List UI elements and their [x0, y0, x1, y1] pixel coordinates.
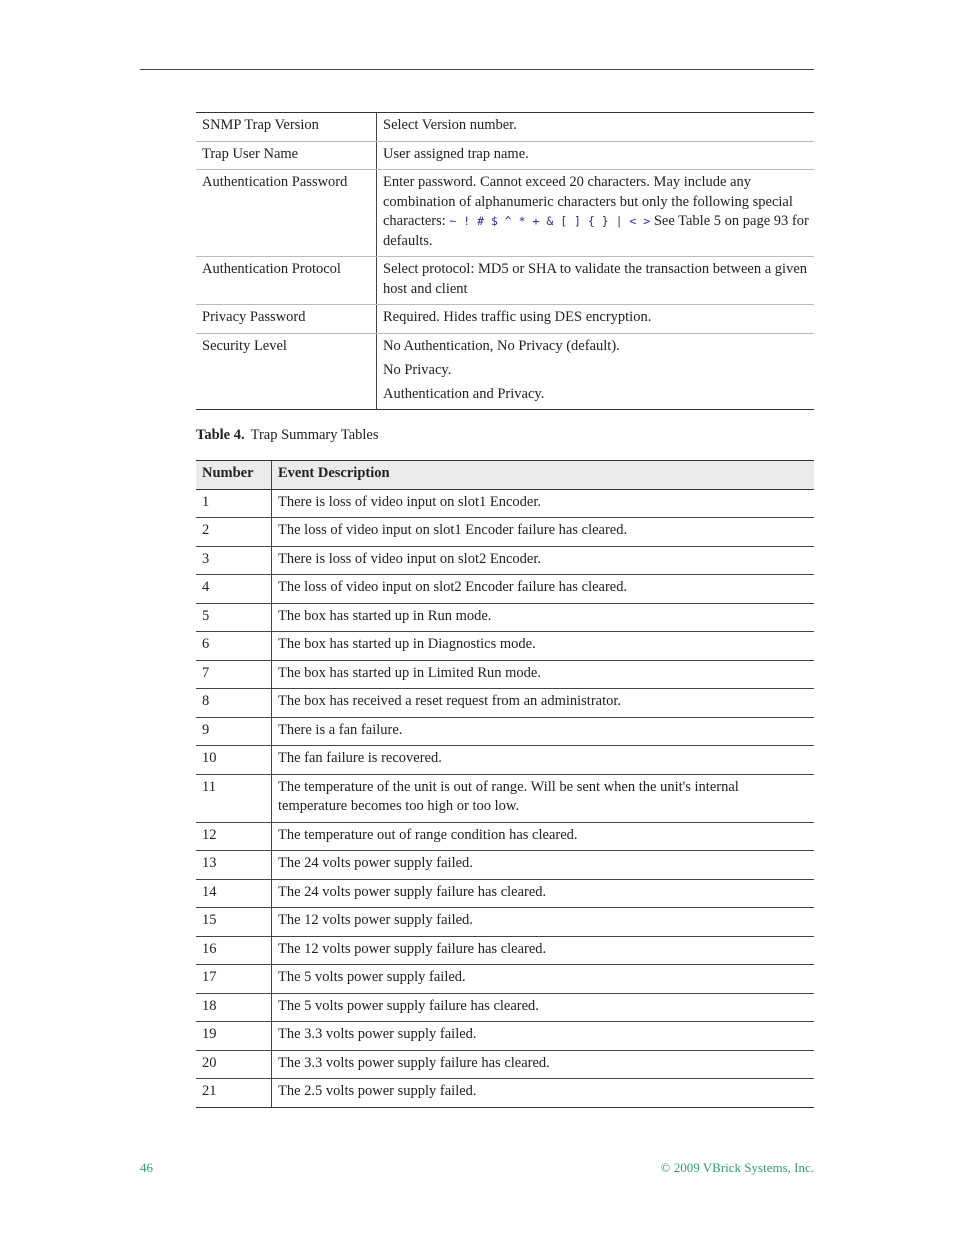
- trap-number: 3: [196, 546, 272, 575]
- event-description: The temperature out of range condition has cleared.: [272, 822, 815, 851]
- table-row: [196, 546, 814, 575]
- trap-number: 4: [196, 575, 272, 604]
- table-row: [196, 518, 814, 547]
- setting-name: Authentication Protocol: [196, 257, 377, 305]
- description-text: Authentication and Privacy.: [383, 385, 545, 402]
- trap-number: 8: [196, 689, 272, 718]
- event-description: There is a fan failure.: [272, 717, 815, 746]
- setting-description: [377, 257, 815, 305]
- table-row: [196, 257, 814, 305]
- trap-number: 18: [196, 993, 272, 1022]
- trap-number: 17: [196, 965, 272, 994]
- special-characters: ~ ! # $ ^ * + & [ ] { } | < >: [449, 214, 651, 228]
- description-text: User assigned trap name.: [383, 145, 529, 162]
- trap-number: 12: [196, 822, 272, 851]
- description-text: No Authentication, No Privacy (default).: [383, 337, 620, 354]
- event-description: There is loss of video input on slot2 Encoder.: [272, 546, 815, 575]
- event-description: The box has started up in Diagnostics mode.: [272, 632, 815, 661]
- event-description: The loss of video input on slot1 Encoder failure has cleared.: [272, 518, 815, 547]
- snmp-settings-table: [196, 112, 814, 410]
- caption-text: Trap Summary Tables: [250, 427, 379, 443]
- table-row: [196, 170, 814, 257]
- event-description: There is loss of video input on slot1 Encoder.: [272, 489, 815, 518]
- table-row: [196, 717, 814, 746]
- trap-number: 10: [196, 746, 272, 775]
- table-row: [196, 993, 814, 1022]
- table-row: [196, 575, 814, 604]
- event-description: The loss of video input on slot2 Encoder failure has cleared.: [272, 575, 815, 604]
- trap-number: 14: [196, 879, 272, 908]
- table-row: [196, 774, 814, 822]
- copyright-notice: © 2009 VBrick Systems, Inc.: [660, 1160, 814, 1175]
- trap-number: 21: [196, 1079, 272, 1108]
- column-header-event-description: Event Description: [272, 461, 815, 490]
- table-row: [196, 489, 814, 518]
- setting-description: [377, 113, 815, 142]
- event-description: The box has received a reset request from an administrator.: [272, 689, 815, 718]
- description-text: Required. Hides traffic using DES encryption.: [383, 309, 652, 325]
- table-row: [196, 1050, 814, 1079]
- event-description: The 5 volts power supply failure has cleared.: [272, 993, 815, 1022]
- table-row: [196, 113, 814, 142]
- trap-number: 1: [196, 489, 272, 518]
- table-row: [196, 603, 814, 632]
- table-row: [196, 689, 814, 718]
- event-description: The fan failure is recovered.: [272, 746, 815, 775]
- trap-number: 13: [196, 851, 272, 880]
- event-description: The 5 volts power supply failed.: [272, 965, 815, 994]
- trap-summary-table: [196, 460, 814, 1108]
- event-description: The 24 volts power supply failed.: [272, 851, 815, 880]
- table-caption: [196, 427, 379, 444]
- table-row: [196, 879, 814, 908]
- trap-number: 5: [196, 603, 272, 632]
- trap-number: 11: [196, 774, 272, 822]
- table-row: [196, 632, 814, 661]
- caption-label: Table 4.: [196, 427, 245, 443]
- setting-description: [377, 170, 815, 257]
- setting-name: Trap User Name: [196, 141, 377, 170]
- table-row: [196, 908, 814, 937]
- header-rule: [140, 69, 814, 70]
- description-text: Select Version number.: [383, 117, 517, 133]
- table-row: [196, 822, 814, 851]
- trap-number: 2: [196, 518, 272, 547]
- trap-number: 20: [196, 1050, 272, 1079]
- description-text: Select protocol: MD5 or SHA to validate the transaction between a given host and client: [383, 261, 808, 297]
- table-row: [196, 333, 814, 410]
- setting-description: [377, 141, 815, 170]
- setting-description: [377, 305, 815, 334]
- trap-number: 7: [196, 660, 272, 689]
- setting-name: Privacy Password: [196, 305, 377, 334]
- event-description: The 12 volts power supply failed.: [272, 908, 815, 937]
- description-text: See Table 5 on page 93 for defaults.: [383, 213, 809, 249]
- event-description: The 24 volts power supply failure has cleared.: [272, 879, 815, 908]
- table-row: [196, 965, 814, 994]
- table-row: [196, 936, 814, 965]
- trap-number: 19: [196, 1022, 272, 1051]
- column-header-number: Number: [196, 461, 272, 490]
- table-row: [196, 660, 814, 689]
- table-row: [196, 1022, 814, 1051]
- table-header-row: [196, 461, 814, 490]
- event-description: The box has started up in Run mode.: [272, 603, 815, 632]
- event-description: The 3.3 volts power supply failed.: [272, 1022, 815, 1051]
- event-description: The 3.3 volts power supply failure has cleared.: [272, 1050, 815, 1079]
- trap-number: 9: [196, 717, 272, 746]
- table-row: [196, 851, 814, 880]
- page-number: 46: [140, 1160, 153, 1175]
- trap-number: 15: [196, 908, 272, 937]
- trap-number: 16: [196, 936, 272, 965]
- event-description: The box has started up in Limited Run mode.: [272, 660, 815, 689]
- setting-name: SNMP Trap Version: [196, 113, 377, 142]
- setting-name: Authentication Password: [196, 170, 377, 257]
- event-description: The 2.5 volts power supply failed.: [278, 1083, 477, 1099]
- setting-description: [377, 333, 815, 410]
- event-description: The temperature of the unit is out of range. Will be sent when the unit's internal temperature becomes too high or too low.: [272, 774, 815, 822]
- setting-name: Security Level: [196, 333, 377, 410]
- description-text: Enter password. Cannot exceed 20 characters. May include any combination of alphanumeric characters but only the following special characters:: [383, 174, 793, 229]
- trap-number: 6: [196, 632, 272, 661]
- table-row: [196, 141, 814, 170]
- description-text: No Privacy.: [383, 361, 452, 378]
- table-row: [196, 746, 814, 775]
- table-row: [196, 305, 814, 334]
- event-description: The 12 volts power supply failure has cleared.: [272, 936, 815, 965]
- table-row: [196, 1079, 814, 1108]
